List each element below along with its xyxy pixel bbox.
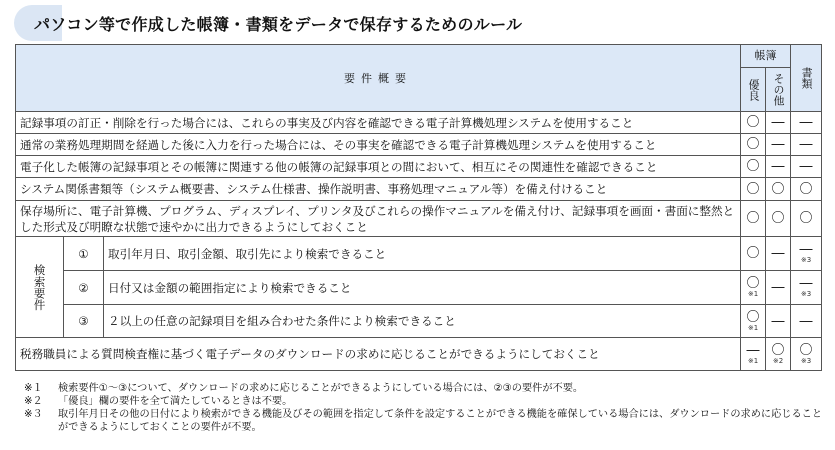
header-books: 帳簿	[741, 45, 791, 68]
search-row	[16, 237, 822, 271]
footnotes	[24, 382, 824, 434]
mark-symbol: ―	[746, 342, 760, 358]
mark-excellent: 〇	[741, 112, 766, 134]
requirement-text: システム関係書類等（システム概要書、システム仕様書、操作説明書、事務処理マニュアル等）を備え付けること	[16, 178, 741, 201]
title-banner	[14, 5, 824, 41]
mark-documents: 〇	[791, 178, 822, 201]
mark-documents	[791, 271, 822, 305]
mark-excellent	[741, 305, 766, 338]
mark-other: ―	[766, 305, 791, 338]
mark-documents: 〇	[791, 201, 822, 237]
header-documents-label: 書類	[800, 67, 814, 89]
table-row	[16, 178, 822, 201]
search-row	[16, 271, 822, 305]
mark-excellent	[741, 338, 766, 371]
mark-note: ※1	[747, 290, 759, 298]
requirement-text: 税務職員による質問検査権に基づく電子データのダウンロードの求めに応じることができるようにしておくこと	[16, 338, 741, 371]
page-title: パソコン等で作成した帳簿・書類をデータで保存するためのルール	[34, 15, 523, 34]
search-text: 取引年月日、取引金額、取引先により検索できること	[104, 237, 741, 271]
requirement-text: 電子化した帳簿の記録事項とその帳簿に関連する他の帳簿の記録事項との間において、相互にその関連性を確認できること	[16, 156, 741, 178]
search-group-text: 検索要件	[32, 263, 47, 311]
mark-other: ―	[766, 271, 791, 305]
mark-note: ※1	[747, 323, 759, 332]
mark-note: ※3	[800, 290, 812, 298]
mark-excellent	[741, 237, 766, 271]
table-row	[16, 134, 822, 156]
footnote	[24, 408, 824, 434]
table-row	[16, 112, 822, 134]
header-excellent	[741, 68, 766, 112]
search-number: ①	[64, 237, 104, 271]
mark-symbol: 〇	[746, 246, 760, 261]
mark-symbol: ―	[799, 276, 813, 291]
mark-documents	[791, 338, 822, 371]
footnote-tag: ※１	[24, 383, 43, 394]
requirements-table	[15, 44, 822, 371]
footnote-tag: ※２	[24, 396, 43, 407]
mark-symbol: 〇	[746, 276, 760, 291]
mark-other: 〇	[766, 178, 791, 201]
mark-note: ※3	[800, 256, 812, 264]
footnote	[24, 382, 824, 395]
table-row	[16, 201, 822, 237]
header-other	[766, 68, 791, 112]
mark-other: ―	[766, 112, 791, 134]
mark-excellent: 〇	[741, 201, 766, 237]
requirement-text: 保存場所に、電子計算機、プログラム、ディスプレイ、プリンタ及びこれらの操作マニュアルを備え付け、記録事項を画面・書面に整然とした形式及び明瞭な状態で速やかに出力できるようにしておくこと	[16, 201, 741, 237]
footnote	[24, 395, 824, 408]
mark-symbol: 〇	[771, 342, 785, 358]
mark-documents: ―	[791, 156, 822, 178]
mark-other: 〇	[766, 201, 791, 237]
mark-note: ※1	[747, 356, 759, 365]
mark-excellent: 〇	[741, 134, 766, 156]
search-group-label	[16, 237, 64, 338]
mark-documents: ―	[791, 305, 822, 338]
mark-symbol: 〇	[799, 342, 813, 358]
mark-documents: ―	[791, 134, 822, 156]
mark-other: ―	[766, 156, 791, 178]
mark-note: ※2	[772, 356, 784, 365]
mark-other: ―	[766, 237, 791, 271]
footnote-text: 検索要件①～③について、ダウンロードの求めに応じることができるようにしている場合には、②③の要件が不要。	[58, 383, 584, 394]
requirement-text: 通常の業務処理期間を経過した後に入力を行った場合には、その事実を確認できる電子計算機処理システムを使用すること	[16, 134, 741, 156]
header-documents	[791, 45, 822, 112]
mark-symbol: 〇	[746, 309, 760, 325]
mark-symbol: ―	[799, 242, 813, 257]
header-other-label: その他	[772, 73, 786, 106]
search-number: ②	[64, 271, 104, 305]
footnote-text: 取引年月日その他の日付により検索ができる機能及びその範囲を指定して条件を設定することができる機能を確保している場合には、ダウンロードの求めに応じることができるようにしておくことの要件が不要。	[58, 409, 823, 433]
requirement-text: 記録事項の訂正・削除を行った場合には、これらの事実及び内容を確認できる電子計算機処理システムを使用すること	[16, 112, 741, 134]
mark-documents	[791, 237, 822, 271]
search-text: 日付又は金額の範囲指定により検索できること	[104, 271, 741, 305]
footnote-tag: ※３	[24, 409, 43, 420]
header-requirements: 要件概要	[16, 45, 741, 112]
mark-other	[766, 338, 791, 371]
mark-documents: ―	[791, 112, 822, 134]
mark-excellent: 〇	[741, 156, 766, 178]
search-row	[16, 305, 822, 338]
mark-excellent: 〇	[741, 178, 766, 201]
search-text: ２以上の任意の記録項目を組み合わせた条件により検索できること	[104, 305, 741, 338]
mark-other: ―	[766, 134, 791, 156]
mark-note: ※3	[800, 356, 812, 365]
header-excellent-label: 優良	[747, 78, 761, 101]
table-row	[16, 156, 822, 178]
mark-excellent	[741, 271, 766, 305]
table-row	[16, 338, 822, 371]
search-number: ③	[64, 305, 104, 338]
footnote-text: 「優良」欄の要件を全て満たしているときは不要。	[58, 396, 293, 407]
